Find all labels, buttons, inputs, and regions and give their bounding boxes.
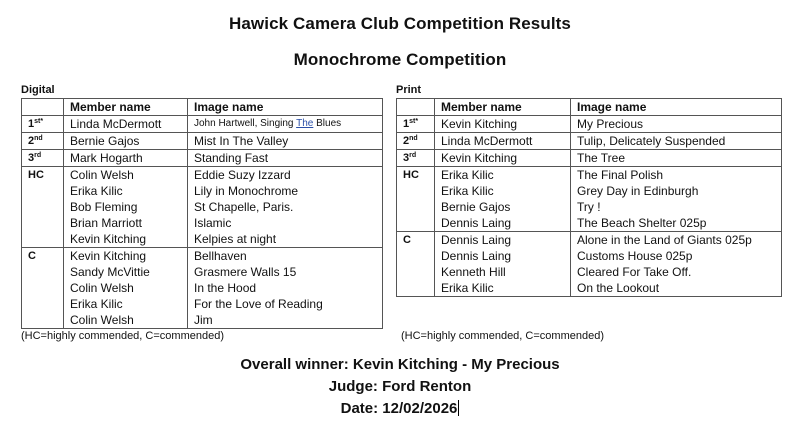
place-label: C — [28, 250, 36, 262]
member-name-cell: Mark Hogarth — [64, 150, 188, 167]
place-cell — [22, 231, 64, 248]
place-label: 1 — [403, 118, 410, 130]
place-suffix: nd — [34, 135, 43, 142]
place-suffix: rd — [34, 152, 42, 159]
table-row — [397, 248, 782, 264]
place-label: HC — [403, 169, 419, 181]
place-header — [22, 99, 64, 116]
place-cell — [397, 150, 435, 167]
place-label: 3 — [28, 152, 35, 164]
place-cell — [22, 167, 64, 184]
table-row — [22, 280, 383, 296]
member-name-cell: Brian Marriott — [64, 215, 188, 231]
member-name-cell: Kevin Kitching — [64, 231, 188, 248]
digital-legend-note: (HC=highly commended, C=commended) — [21, 330, 224, 342]
table-row — [22, 116, 383, 133]
spellcheck-underlined-word: The — [296, 118, 314, 129]
print-section-label: Print — [396, 84, 422, 96]
image-name-cell: Alone in the Land of Giants 025p — [571, 232, 782, 249]
image-name-cell: Standing Fast — [188, 150, 383, 167]
member-name-cell: Colin Welsh — [64, 280, 188, 296]
image-name-header: Image name — [188, 99, 383, 116]
image-name-cell: My Precious — [571, 116, 782, 133]
image-name-cell: St Chapelle, Paris. — [188, 199, 383, 215]
member-name-cell: Sandy McVittie — [64, 264, 188, 280]
image-name-cell: Islamic — [188, 215, 383, 231]
member-name-cell: Linda McDermott — [64, 116, 188, 133]
place-cell — [22, 264, 64, 280]
table-row — [397, 167, 782, 184]
image-name-cell: Customs House 025p — [571, 248, 782, 264]
member-name-cell: Dennis Laing — [435, 215, 571, 232]
place-label: 3 — [403, 152, 410, 164]
place-cell — [22, 183, 64, 199]
digital-section-label: Digital — [21, 84, 55, 96]
member-name-cell: Colin Welsh — [64, 312, 188, 329]
image-name-cell: On the Lookout — [571, 280, 782, 297]
member-name-cell: Dennis Laing — [435, 248, 571, 264]
print-legend-note: (HC=highly commended, C=commended) — [401, 330, 604, 342]
table-header-row — [22, 99, 383, 116]
image-name-cell: Tulip, Delicately Suspended — [571, 133, 782, 150]
text-cursor — [458, 400, 459, 416]
member-name-cell: Linda McDermott — [435, 133, 571, 150]
page-title: Hawick Camera Club Competition Results — [229, 14, 571, 33]
table-header-row — [397, 99, 782, 116]
place-cell — [22, 199, 64, 215]
image-name-cell: Try ! — [571, 199, 782, 215]
table-row — [22, 264, 383, 280]
member-name-cell: Erika Kilic — [435, 167, 571, 184]
overall-winner: Overall winner: Kevin Kitching - My Precious — [240, 356, 560, 373]
image-name-cell: Mist In The Valley — [188, 133, 383, 150]
place-cell — [22, 116, 64, 133]
image-name-cell: Eddie Suzy Izzard — [188, 167, 383, 184]
print-results-table — [396, 98, 782, 297]
member-name-cell: Kevin Kitching — [435, 116, 571, 133]
member-name-cell: Kevin Kitching — [435, 150, 571, 167]
table-row — [397, 133, 782, 150]
image-name-cell: The Beach Shelter 025p — [571, 215, 782, 232]
member-name-cell: Erika Kilic — [64, 183, 188, 199]
place-label: 2 — [403, 135, 410, 147]
table-row — [22, 312, 383, 329]
table-row — [397, 150, 782, 167]
image-name-cell: Lily in Monochrome — [188, 183, 383, 199]
image-name-cell: Grasmere Walls 15 — [188, 264, 383, 280]
place-label: 2 — [28, 135, 35, 147]
image-name-cell: The Tree — [571, 150, 782, 167]
place-cell — [397, 280, 435, 297]
image-name-cell: Cleared For Take Off. — [571, 264, 782, 280]
image-name-cell: Grey Day in Edinburgh — [571, 183, 782, 199]
table-row — [22, 167, 383, 184]
member-name-cell: Bernie Gajos — [64, 133, 188, 150]
place-cell — [397, 232, 435, 249]
table-row — [22, 248, 383, 265]
judge-line: Judge: Ford Renton — [328, 378, 472, 395]
place-cell — [397, 215, 435, 232]
place-cell — [22, 280, 64, 296]
table-row — [397, 280, 782, 297]
place-cell — [22, 312, 64, 329]
place-cell — [22, 150, 64, 167]
image-name-cell: For the Love of Reading — [188, 296, 383, 312]
member-name-header: Member name — [64, 99, 188, 116]
place-cell — [22, 248, 64, 265]
place-cell — [397, 264, 435, 280]
member-name-header: Member name — [435, 99, 571, 116]
image-name-cell: Kelpies at night — [188, 231, 383, 248]
table-row — [22, 133, 383, 150]
place-cell — [397, 167, 435, 184]
place-suffix: st* — [34, 118, 44, 125]
place-cell — [22, 296, 64, 312]
place-label: C — [403, 234, 411, 246]
date-line — [0, 400, 800, 417]
date-text: Date: 12/02/2026 — [340, 400, 458, 417]
table-row — [397, 183, 782, 199]
place-cell — [397, 183, 435, 199]
image-name-cell: Jim — [188, 312, 383, 329]
table-row — [22, 215, 383, 231]
table-row — [397, 264, 782, 280]
place-cell — [397, 133, 435, 150]
image-name-header: Image name — [571, 99, 782, 116]
table-row — [22, 150, 383, 167]
digital-results-table — [21, 98, 383, 329]
place-label: 1 — [28, 118, 35, 130]
member-name-cell: Kevin Kitching — [64, 248, 188, 265]
place-header — [397, 99, 435, 116]
place-label: HC — [28, 169, 44, 181]
member-name-cell: Erika Kilic — [64, 296, 188, 312]
member-name-cell: Erika Kilic — [435, 183, 571, 199]
table-row — [397, 199, 782, 215]
place-cell — [397, 199, 435, 215]
place-suffix: nd — [409, 135, 418, 142]
member-name-cell: Erika Kilic — [435, 280, 571, 297]
member-name-cell: Kenneth Hill — [435, 264, 571, 280]
table-row — [397, 232, 782, 249]
image-name-cell: The Final Polish — [571, 167, 782, 184]
competition-subtitle: Monochrome Competition — [293, 50, 507, 69]
place-cell — [397, 116, 435, 133]
place-cell — [22, 215, 64, 231]
table-row — [22, 183, 383, 199]
table-row — [397, 215, 782, 232]
image-name-cell: Bellhaven — [188, 248, 383, 265]
image-name-cell: In the Hood — [188, 280, 383, 296]
place-suffix: st* — [409, 118, 419, 125]
place-cell — [397, 248, 435, 264]
table-row — [22, 199, 383, 215]
table-row — [22, 296, 383, 312]
member-name-cell: Bob Fleming — [64, 199, 188, 215]
member-name-cell: Dennis Laing — [435, 232, 571, 249]
member-name-cell: Bernie Gajos — [435, 199, 571, 215]
table-row — [22, 231, 383, 248]
image-name-cell: John Hartwell, Singing The Blues — [188, 116, 383, 133]
place-cell — [22, 133, 64, 150]
member-name-cell: Colin Welsh — [64, 167, 188, 184]
place-suffix: rd — [409, 152, 417, 159]
table-row — [397, 116, 782, 133]
